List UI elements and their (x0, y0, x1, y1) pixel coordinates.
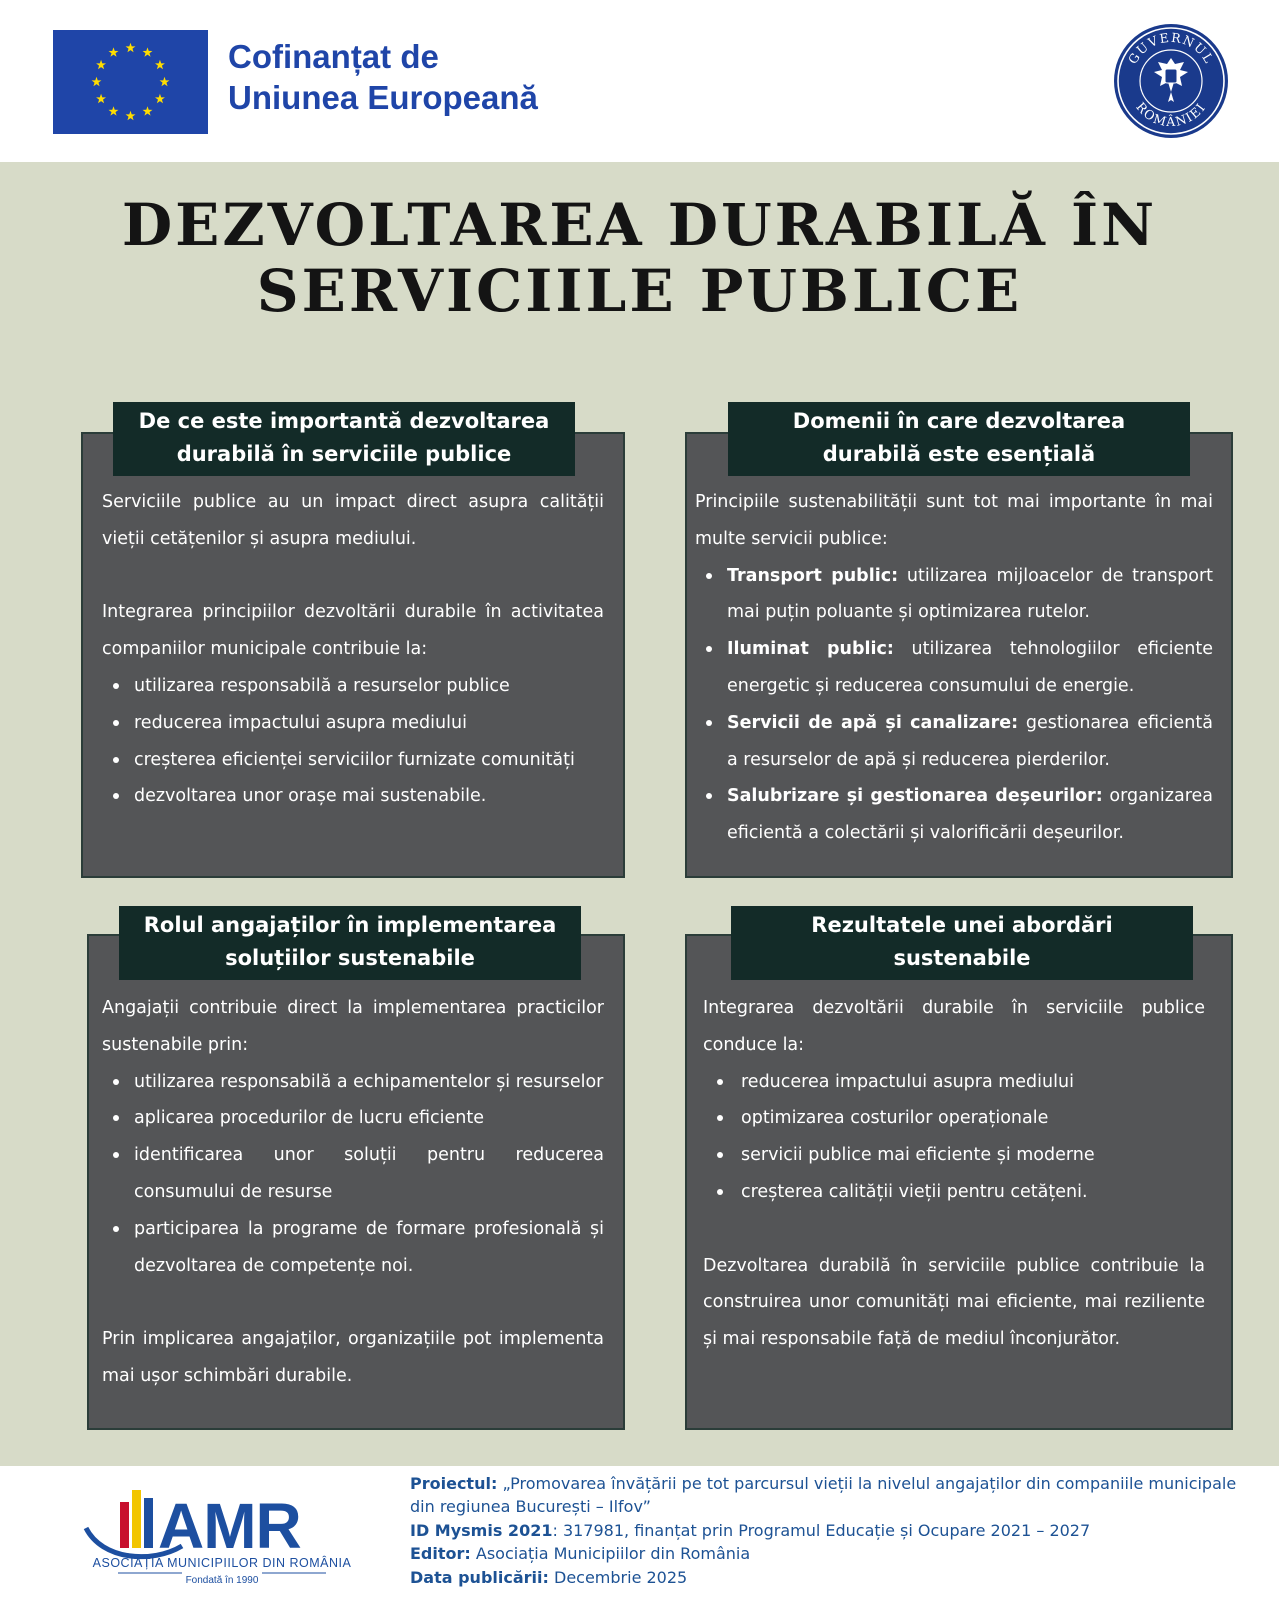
list-item: utilizarea responsabilă a resurselor publice (102, 668, 604, 705)
list-item (695, 558, 1213, 632)
seal-top-text: GUVERNUL (1124, 29, 1218, 67)
importance-lead: Integrarea principiilor dezvoltării durabile în activitatea companiilor municipale contribuie la: (102, 602, 604, 660)
page-title (0, 192, 1279, 324)
results-outro: Dezvoltarea durabilă în serviciile publice contribuie la construirea unor comunități mai eficiente, mai reziliente și mai responsabile față de mediul înconjurător. (703, 1255, 1205, 1350)
list-item (695, 631, 1213, 705)
cofinanced-line2: Uniunea Europeană (228, 79, 538, 116)
date-value: Decembrie 2025 (554, 1567, 688, 1587)
list-item: identificarea unor soluții pentru reducerea consumului de resurse (102, 1137, 604, 1211)
domain-term: Iluminat public: (727, 639, 894, 660)
domains-list (695, 558, 1213, 852)
results-intro: Integrarea dezvoltării durabile în serviciile publice conduce la: (703, 998, 1205, 1055)
list-item: reducerea impactului asupra mediului (102, 705, 604, 742)
romanian-government-seal-icon (1112, 22, 1230, 140)
employees-intro: Angajații contribuie direct la implementarea practicilor sustenabile prin: (102, 998, 604, 1055)
list-item: aplicarea procedurilor de lucru eficiente (102, 1100, 604, 1137)
amr-logo-icon (82, 1480, 362, 1590)
domains-heading-line2: durabilă este esențială (822, 442, 1096, 466)
domain-term: Servicii de apă și canalizare: (727, 712, 1019, 733)
project-line (410, 1472, 1245, 1519)
employees-card-heading (119, 906, 581, 980)
amr-org-name: Asociația Municipiilor din România (92, 1556, 352, 1570)
editor-line (410, 1542, 1245, 1565)
domains-heading-line1: Domenii în care dezvoltarea (792, 409, 1126, 433)
results-card-body (703, 990, 1205, 1358)
domains-card-body (695, 484, 1213, 852)
importance-heading-line1: De ce este importantă dezvoltarea (138, 409, 550, 433)
list-item: reducerea impactului asupra mediului (703, 1064, 1205, 1101)
importance-card-body (102, 484, 604, 815)
domain-term: Salubrizare și gestionarea deșeurilor: (727, 786, 1103, 807)
importance-heading-line2: durabilă în serviciile publice (176, 442, 512, 466)
employees-outro: Prin implicarea angajaților, organizațiile pot implementa mai ușor schimbări durabile. (102, 1329, 604, 1386)
domains-card (685, 409, 1233, 878)
list-item (695, 705, 1213, 779)
importance-intro: Serviciile publice au un impact direct asupra calității vieții cetățenilor și asupra mediului. (102, 492, 604, 549)
id-line (410, 1519, 1245, 1542)
results-list (703, 1064, 1205, 1211)
importance-card-heading (113, 402, 575, 476)
importance-list (102, 668, 604, 815)
date-label: Data publicării: (410, 1567, 549, 1587)
domains-intro: Principiile sustenabilității sunt tot mai importante în mai multe servicii publice: (695, 492, 1213, 549)
amr-founded: Fondată în 1990 (185, 1575, 259, 1586)
employees-heading-line2: soluțiilor sustenabile (225, 946, 475, 970)
page-title-line2: SERVICIILE PUBLICE (256, 257, 1023, 325)
employees-list (102, 1064, 604, 1285)
list-item: utilizarea responsabilă a echipamentelor și resurselor (102, 1064, 604, 1101)
results-heading-line2: sustenabile (893, 946, 1031, 970)
results-heading-line1: Rezultatele unei abordări (811, 913, 1113, 937)
list-item: participarea la programe de formare profesională și dezvoltarea de competențe noi. (102, 1211, 604, 1285)
domain-text: utilizarea tehnologiilor eficiente energetic și reducerea consumului de energie. (727, 639, 1213, 696)
domains-card-heading (728, 402, 1190, 476)
amr-logo-text: AMR (158, 1490, 301, 1562)
domain-text: gestionarea eficientă a resurselor de apă și reducerea pierderilor. (727, 712, 1213, 770)
cofinanced-line1: Cofinanțat de (228, 38, 439, 75)
list-item: creșterea calității vieții pentru cetățeni. (703, 1174, 1205, 1211)
importance-card (81, 409, 625, 878)
page-title-line1: DEZVOLTAREA DURABILĂ ÎN (121, 191, 1158, 259)
eu-stars-icon (53, 30, 208, 134)
editor-label: Editor: (410, 1544, 471, 1564)
results-card-heading (731, 906, 1193, 980)
project-value: „Promovarea învățării pe tot parcursul vieții la nivelul angajaților din companiile municipale din regiunea București – Ilfov” (410, 1474, 1237, 1517)
cofinanced-by-eu-text (228, 36, 538, 118)
domain-text: utilizarea mijloacelor de transport mai puțin poluante și optimizarea rutelor. (727, 565, 1213, 623)
domain-term: Transport public: (727, 565, 899, 586)
list-item: servicii publice mai eficiente și moderne (703, 1137, 1205, 1174)
id-label: ID Mysmis 2021 (410, 1520, 553, 1540)
employees-heading-line1: Rolul angajaților în implementarea (143, 913, 557, 937)
header (0, 0, 1279, 162)
project-info (410, 1472, 1245, 1589)
id-value: : 317981, finanțat prin Programul Educație și Ocupare 2021 – 2027 (552, 1520, 1091, 1540)
footer (0, 1466, 1279, 1600)
main-content (0, 162, 1279, 1466)
employees-card (87, 913, 625, 1430)
date-line (410, 1566, 1245, 1589)
employees-card-body (102, 990, 604, 1395)
list-item (695, 778, 1213, 852)
list-item: optimizarea costurilor operaționale (703, 1100, 1205, 1137)
editor-value: Asociația Municipiilor din România (475, 1544, 751, 1564)
list-item: dezvoltarea unor orașe mai sustenabile. (102, 778, 604, 815)
domain-text: organizarea eficientă a colectării și valorificării deșeurilor. (727, 786, 1213, 844)
eu-flag-icon (53, 30, 208, 134)
seal-bottom-text: ROMÂNIEI (1133, 99, 1209, 130)
list-item: creșterea eficienței serviciilor furnizate comunități (102, 742, 604, 779)
results-card (685, 913, 1233, 1430)
project-label: Proiectul: (410, 1474, 498, 1493)
